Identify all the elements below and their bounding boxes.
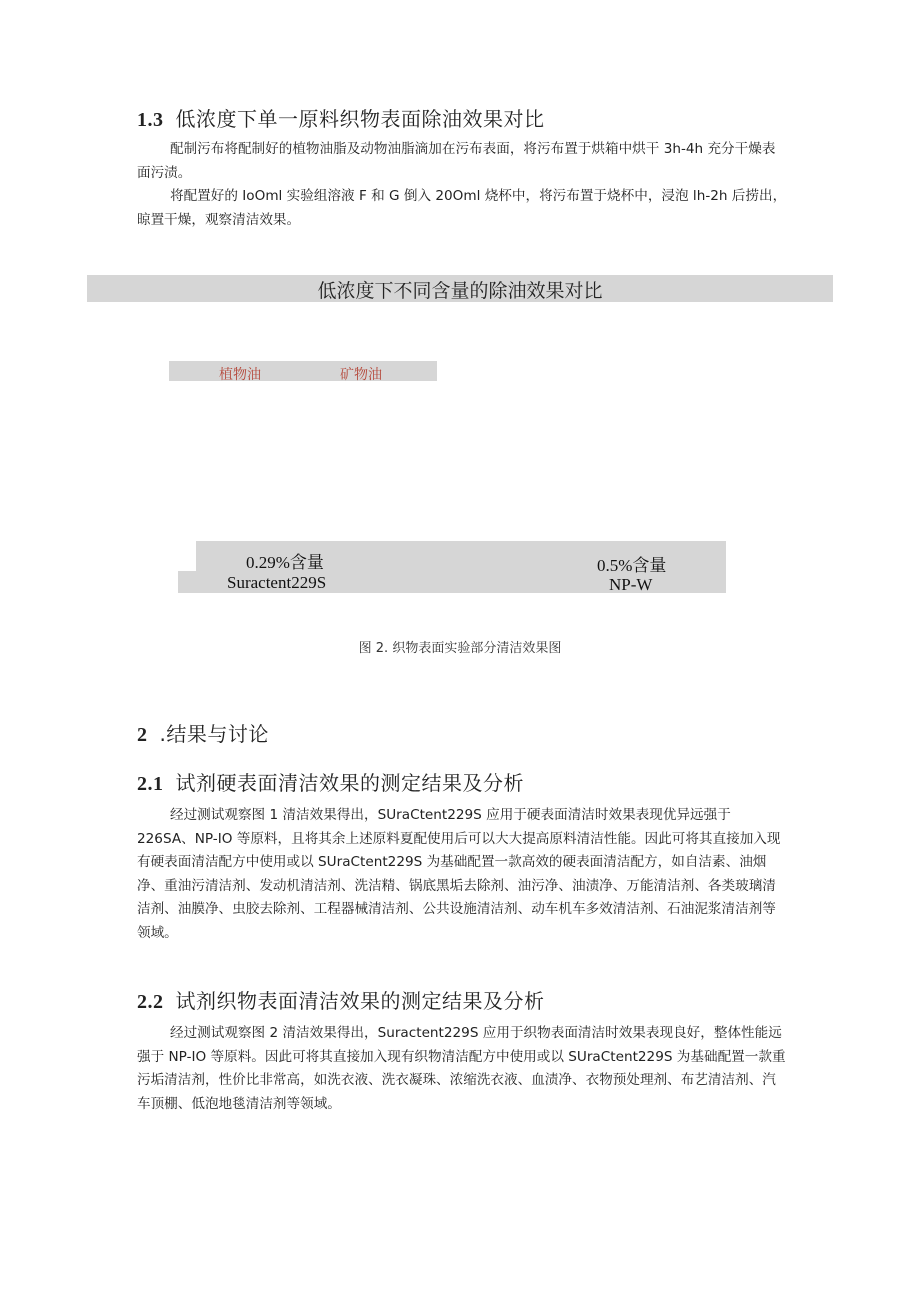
section-1-3-heading <box>137 103 545 132</box>
sample-left-content: 0.29%含量 <box>246 553 324 572</box>
section-2-1-heading <box>137 767 524 796</box>
section-number: 2 <box>137 724 148 746</box>
section-number: 2.1 <box>137 773 164 795</box>
section-title: 试剂硬表面清洁效果的测定结果及分析 <box>175 771 524 795</box>
section-title: .结果与讨论 <box>159 722 269 746</box>
legend-band <box>169 361 437 381</box>
section-2-2-heading <box>137 985 545 1014</box>
legend-plant-oil: 植物油 <box>219 367 261 383</box>
section-2-2-body <box>137 1022 787 1116</box>
legend-mineral-oil: 矿物油 <box>340 367 382 383</box>
section-1-3-body <box>137 138 787 232</box>
sample-right-name: NP-W <box>609 575 653 594</box>
figure-caption: 图 2. 织物表面实验部分清洁效果图 <box>358 641 562 656</box>
section-title: 试剂织物表面清洁效果的测定结果及分析 <box>175 989 545 1013</box>
section-number: 1.3 <box>137 109 164 131</box>
sample-left-name: Suractent229S <box>227 573 327 592</box>
paragraph: 经过测试观察图 2 清洁效果得出，Suractent229S 应用于织物表面清洁时效果表现良好，整体性能远强于 NP-IO 等原料。因此可将其直接加入现有织物清洁配方中使用或以 SUraCtent229S 为基础配置一款重污垢清洁剂，性价比非常高，如洗衣液、洗衣凝珠、浓缩洗衣液、血渍净、衣物预处理剂、布艺清洁剂、汽车顶棚、低泡地毯清洁剂等领域。 <box>137 1025 786 1112</box>
section-2-1-body <box>137 804 787 945</box>
paragraph: 经过测试观察图 1 清洁效果得出，SUraCtent229S 应用于硬表面清洁时效果表现优异远强于 226SA、NP-IO 等原料，且将其余上述原料夏配使用后可以大大提高原料清洁性能。因此可将其直接加入现有硬表面清洁配方中使用或以 SUraCtent229S 为基础配置一款高效的硬表面清洁配方，如自洁素、油烟净、重油污清洁剂、发动机清洁剂、洗洁精、锅底黑垢去除剂、油污净、油渍净、万能清洁剂、各类玻璃清洁剂、油膜净、虫胶去除剂、工程器械清洁剂、公共设施清洁剂、动车机车多效清洁剂、石油泥浆清洁剂等领域。 <box>137 807 781 941</box>
section-title: 低浓度下单一原料织物表面除油效果对比 <box>175 107 545 131</box>
sample-right-content: 0.5%含量 <box>597 556 667 575</box>
paragraph: 将配置好的 IoOml 实验组溶液 F 和 G 倒入 20Oml 烧杯中，将污布置于烧杯中，浸泡 lh-2h 后捞出，晾置干燥，观察清洁效果。 <box>137 188 787 228</box>
section-number: 2.2 <box>137 991 164 1013</box>
section-2-heading <box>137 718 269 747</box>
chart-title: 低浓度下不同含量的除油效果对比 <box>317 280 603 302</box>
paragraph: 配制污布将配制好的植物油脂及动物油脂滴加在污布表面，将污布置于烘箱中烘干 3h-4h 充分干燥表面污渍。 <box>137 141 776 181</box>
